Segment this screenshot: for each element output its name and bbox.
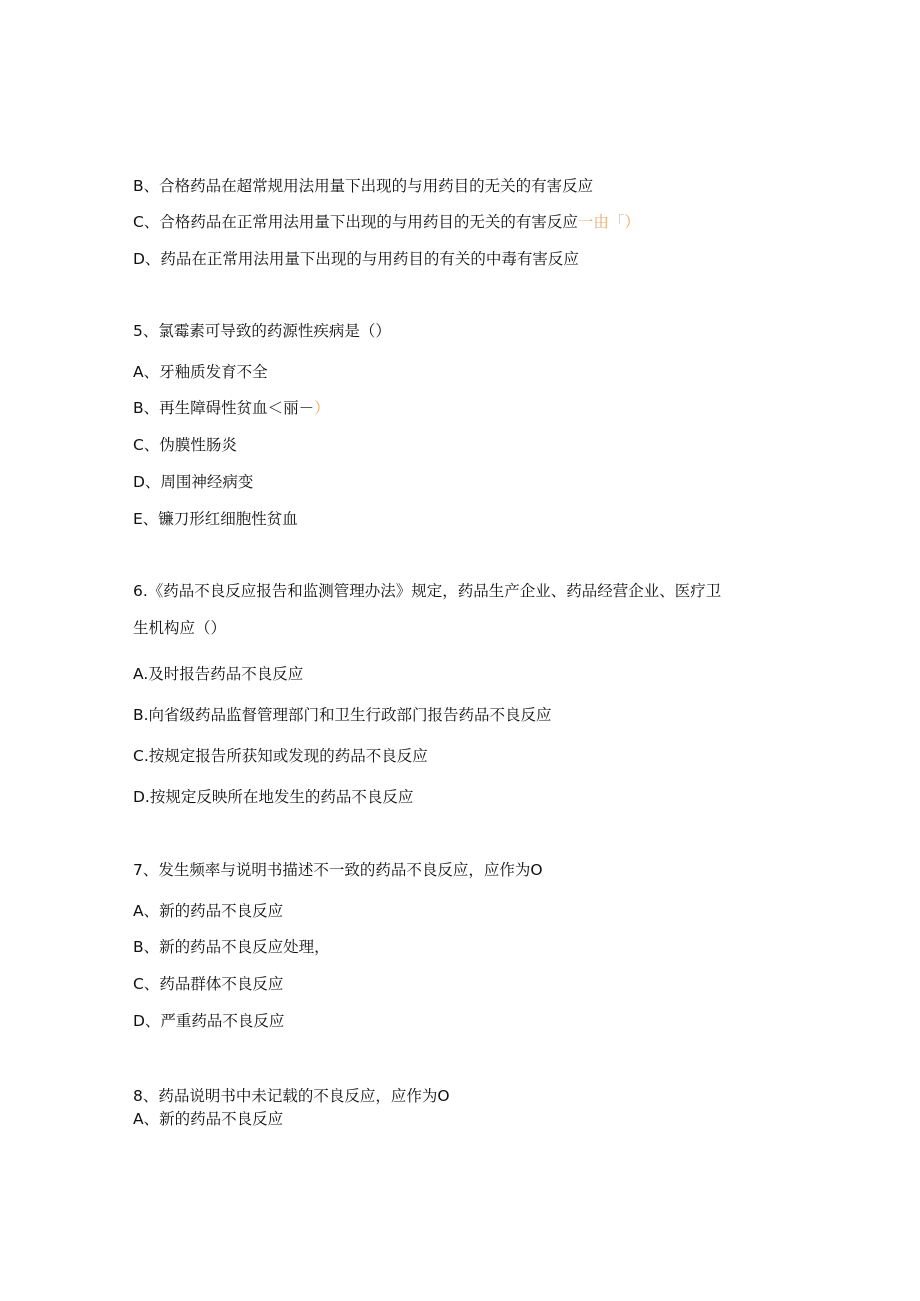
q4-option-d bbox=[133, 249, 579, 269]
q6-option-c bbox=[133, 746, 428, 766]
q6-option-b-text: B.向省级药品监督管理部门和卫生行政部门报告药品不良反应 bbox=[133, 706, 552, 724]
q5-stem bbox=[133, 321, 391, 341]
q5-option-d-text: D、周围神经病变 bbox=[133, 473, 254, 491]
q5-option-c-text: C、伪膜性肠炎 bbox=[133, 436, 237, 454]
q5-option-b-text: B、再生障碍性贫血＜丽－ bbox=[133, 399, 315, 417]
q5-option-a-text: A、牙釉质发育不全 bbox=[133, 363, 268, 381]
q6-stem-line1-text: 6.《药品不良反应报告和监测管理办法》规定，药品生产企业、药品经营企业、医疗卫 bbox=[133, 582, 722, 600]
q7-option-c bbox=[133, 974, 283, 994]
q4-option-c-text: C、合格药品在正常用法用量下出现的与用药目的无关的有害反应 bbox=[133, 213, 578, 231]
q7-option-b bbox=[133, 937, 330, 957]
q8-stem-text: 8、药品说明书中未记载的不良反应，应作为O bbox=[133, 1087, 450, 1105]
q5-option-d bbox=[133, 472, 253, 492]
q4-option-b-text: B、合格药品在超常规用法用量下出现的与用药目的无关的有害反应 bbox=[133, 177, 594, 195]
q8-option-a bbox=[133, 1109, 283, 1129]
q5-option-b bbox=[133, 398, 330, 418]
q5-option-a bbox=[133, 362, 268, 382]
q7-stem-text: 7、发生频率与说明书描述不一致的药品不良反应，应作为O bbox=[133, 861, 543, 879]
q4-option-c bbox=[133, 212, 640, 232]
q7-option-a bbox=[133, 901, 283, 921]
q4-option-b bbox=[133, 176, 593, 196]
q7-option-a-text: A、新的药品不良反应 bbox=[133, 902, 284, 920]
q5-stem-text: 5、氯霉素可导致的药源性疾病是（） bbox=[133, 322, 391, 340]
q6-option-b bbox=[133, 705, 552, 725]
q6-option-c-text: C.按规定报告所获知或发现的药品不良反应 bbox=[133, 747, 428, 765]
handwritten-mark: 一由「） bbox=[577, 213, 640, 231]
q8-option-a-text: A、新的药品不良反应 bbox=[133, 1110, 284, 1128]
q4-option-d-text: D、药品在正常用法用量下出现的与用药目的有关的中毒有害反应 bbox=[133, 250, 579, 268]
handwritten-mark: ） bbox=[314, 399, 330, 417]
q6-option-d bbox=[133, 787, 413, 807]
q8-stem bbox=[133, 1086, 450, 1106]
q6-option-a bbox=[133, 664, 303, 684]
q7-option-d bbox=[133, 1011, 284, 1031]
q7-option-b-text: B、新的药品不良反应处理， bbox=[133, 938, 330, 956]
q5-option-e bbox=[133, 509, 298, 529]
q7-option-d-text: D、严重药品不良反应 bbox=[133, 1012, 285, 1030]
q6-option-d-text: D.按规定反映所在地发生的药品不良反应 bbox=[133, 788, 414, 806]
q7-option-c-text: C、药品群体不良反应 bbox=[133, 975, 284, 993]
q7-stem bbox=[133, 860, 543, 880]
q6-stem-line1 bbox=[133, 581, 721, 601]
q5-option-e-text: E、镰刀形红细胞性贫血 bbox=[133, 510, 298, 528]
q6-option-a-text: A.及时报告药品不良反应 bbox=[133, 665, 304, 683]
q5-option-c bbox=[133, 435, 237, 455]
q6-stem-line2-text: 生机构应（） bbox=[133, 619, 227, 637]
q6-stem-line2 bbox=[133, 618, 226, 638]
